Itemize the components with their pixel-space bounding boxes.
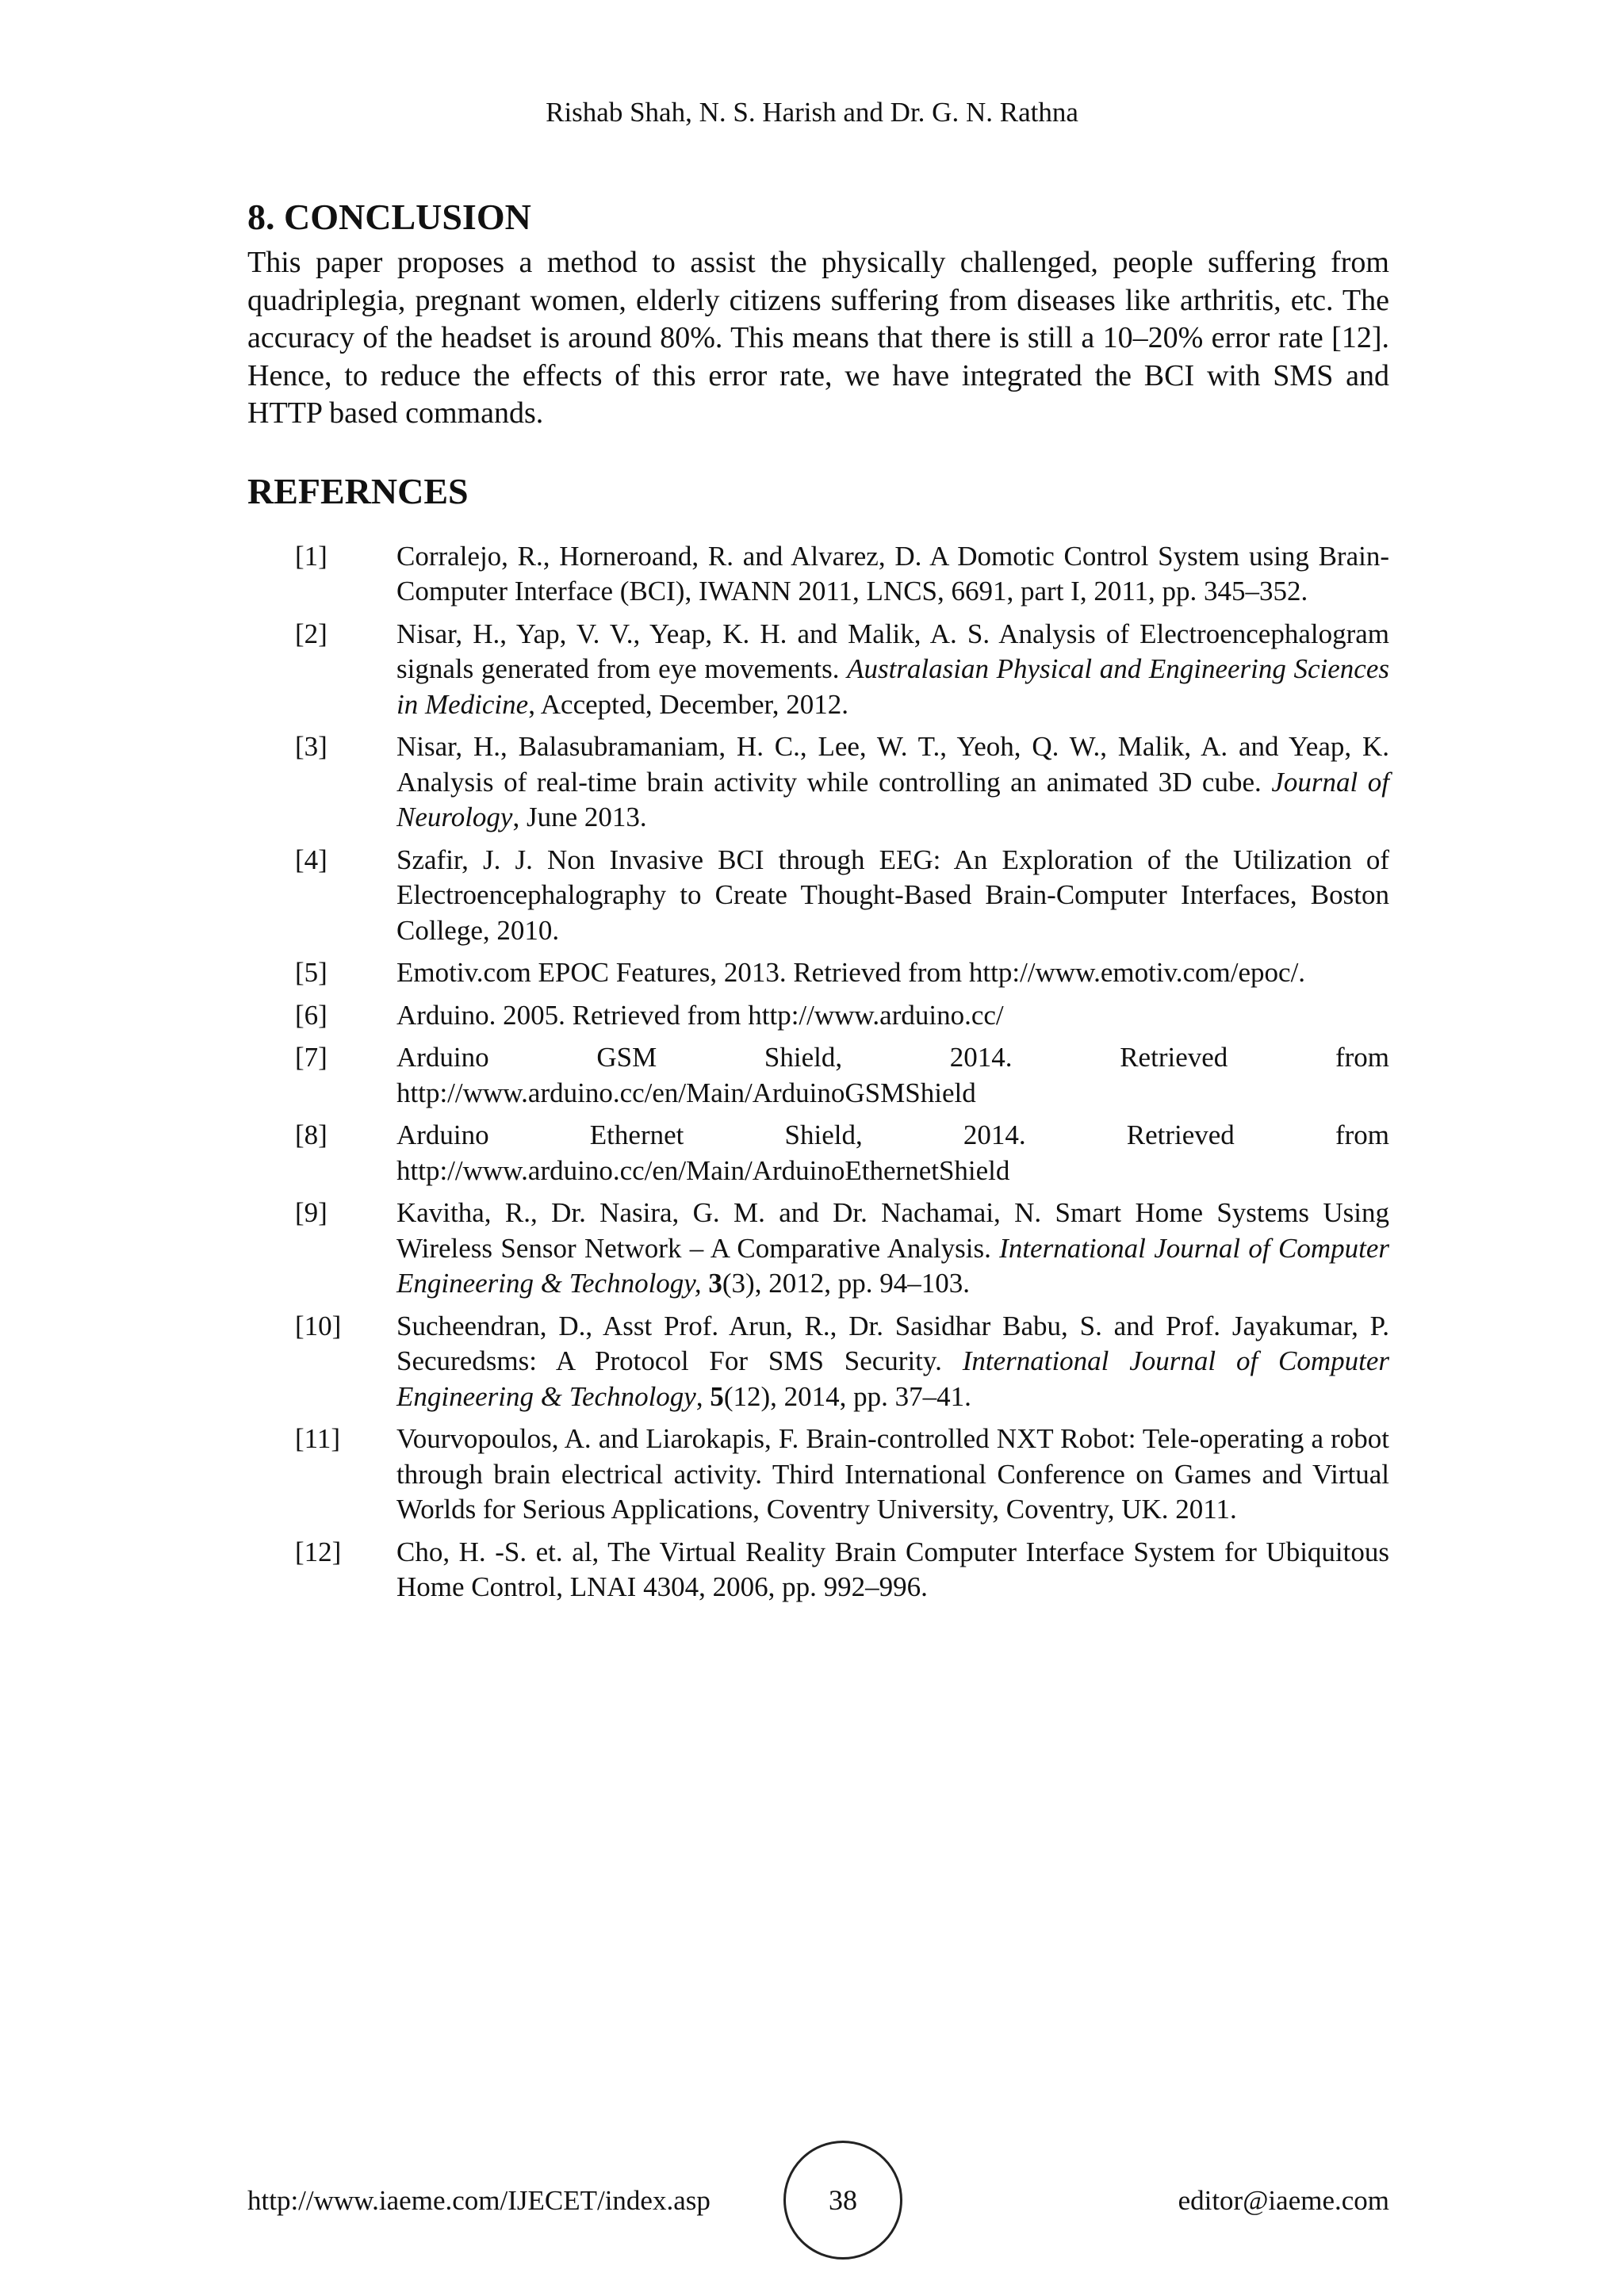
reference-text-segment: Arduino Ethernet Shield, 2014. Retrieved from http://www.arduino.cc/en/Main/ArduinoEthernetShield bbox=[396, 1119, 1389, 1186]
reference-number: [9] bbox=[295, 1197, 327, 1228]
reference-text bbox=[396, 998, 1389, 1034]
page-footer bbox=[247, 2141, 1389, 2267]
reference-number: [6] bbox=[295, 999, 327, 1031]
reference-text bbox=[396, 1535, 1389, 1605]
footer-email: editor@iaeme.com bbox=[1178, 2185, 1389, 2216]
main-content bbox=[247, 195, 1389, 1613]
reference-text bbox=[396, 1422, 1389, 1528]
reference-item bbox=[247, 1040, 1389, 1111]
reference-item bbox=[247, 998, 1389, 1034]
reference-text-segment: Nisar, H., Balasubramaniam, H. C., Lee, W. T., Yeoh, Q. W., Malik, A. and Yeap, K. Analysis of real-time brain activity while controlling an animated 3D cube. bbox=[396, 731, 1389, 798]
reference-item bbox=[247, 1118, 1389, 1188]
reference-text-segment: , June 2013. bbox=[512, 802, 647, 832]
reference-text-segment: Corralejo, R., Horneroand, R. and Alvarez, D. A Domotic Control System using Brain-Computer Interface (BCI), IWANN 2011, LNCS, 6691, part I, 2011, pp. 345–352. bbox=[396, 540, 1389, 607]
reference-text-segment: Emotiv.com EPOC Features, 2013. Retrieved from http://www.emotiv.com/epoc/. bbox=[396, 957, 1306, 988]
footer-url: http://www.iaeme.com/IJECET/index.asp bbox=[247, 2185, 710, 2216]
reference-text bbox=[396, 1118, 1389, 1188]
running-head-authors: Rishab Shah, N. S. Harish and Dr. G. N. Rathna bbox=[546, 97, 1078, 128]
reference-number: [3] bbox=[295, 731, 327, 762]
reference-text-segment: Vourvopoulos, A. and Liarokapis, F. Brain-controlled NXT Robot: Tele-operating a robot through brain electrical activity. Third International Conference on Games and Virtual Worlds for Serious Applications, Coventry University, Coventry, UK. 2011. bbox=[396, 1423, 1389, 1525]
reference-item bbox=[247, 1196, 1389, 1302]
reference-text-segment: Arduino GSM Shield, 2014. Retrieved from http://www.arduino.cc/en/Main/ArduinoGSMShield bbox=[396, 1042, 1389, 1108]
reference-text bbox=[396, 1040, 1389, 1111]
reference-text-segment: , bbox=[695, 1380, 710, 1412]
reference-volume: 3 bbox=[708, 1268, 722, 1299]
reference-number: [4] bbox=[295, 844, 327, 875]
reference-journal-title: International Journal of Computer Engineering & Technology, bbox=[396, 1232, 1389, 1299]
reference-number: [10] bbox=[295, 1310, 342, 1341]
reference-list bbox=[247, 539, 1389, 1605]
reference-text bbox=[396, 1196, 1389, 1302]
reference-text-segment: Kavitha, R., Dr. Nasira, G. M. and Dr. Nachamai, N. Smart Home Systems Using Wireless Sensor Network – A Comparative Analysis. bbox=[396, 1197, 1389, 1264]
reference-text-segment: Sucheendran, D., Asst Prof. Arun, R., Dr. Sasidhar Babu, S. and Prof. Jayakumar, P. Securedsms: A Protocol For SMS Security. bbox=[396, 1310, 1389, 1376]
reference-item bbox=[247, 955, 1389, 991]
reference-text-segment: , Accepted, December, 2012. bbox=[528, 688, 849, 720]
reference-volume: 5 bbox=[710, 1380, 724, 1412]
reference-text-segment: Cho, H. -S. et. al, The Virtual Reality Brain Computer Interface System for Ubiquitous Home Control, LNAI 4304, 2006, pp. 992–996. bbox=[396, 1536, 1389, 1602]
reference-text bbox=[396, 1309, 1389, 1415]
reference-item bbox=[247, 539, 1389, 610]
reference-number: [12] bbox=[295, 1536, 342, 1567]
reference-journal-title: Journal of Neurology bbox=[396, 766, 1389, 832]
reference-item bbox=[247, 1422, 1389, 1528]
reference-item bbox=[247, 843, 1389, 949]
conclusion-heading: 8. CONCLUSION bbox=[247, 197, 531, 237]
reference-journal-title: Australasian Physical and Engineering Sciences in Medicine bbox=[396, 653, 1389, 720]
reference-item bbox=[247, 729, 1389, 836]
references-heading: REFERNCES bbox=[247, 470, 469, 511]
reference-item bbox=[247, 1309, 1389, 1415]
reference-text-segment: (3), 2012, pp. 94–103. bbox=[722, 1268, 970, 1299]
reference-text-segment: Arduino. 2005. Retrieved from http://www.arduino.cc/ bbox=[396, 999, 1004, 1031]
reference-text bbox=[396, 539, 1389, 610]
reference-number: [7] bbox=[295, 1042, 327, 1073]
reference-number: [5] bbox=[295, 957, 327, 988]
reference-item bbox=[247, 617, 1389, 723]
reference-text-segment: Szafir, J. J. Non Invasive BCI through EEG: An Exploration of the Utilization of Electroencephalography to Create Thought-Based Brain-Computer Interfaces, Boston College, 2010. bbox=[396, 844, 1389, 946]
reference-number: [11] bbox=[295, 1423, 341, 1454]
reference-item bbox=[247, 1535, 1389, 1605]
reference-number: [2] bbox=[295, 618, 327, 649]
page-number: 38 bbox=[783, 2141, 902, 2260]
reference-text-segment: Nisar, H., Yap, V. V., Yeap, K. H. and Malik, A. S. Analysis of Electroencephalogram signals generated from eye movements. bbox=[396, 618, 1389, 684]
reference-text bbox=[396, 955, 1389, 991]
reference-number: [1] bbox=[295, 540, 327, 572]
reference-text bbox=[396, 843, 1389, 949]
reference-journal-title: International Journal of Computer Engineering & Technology bbox=[396, 1345, 1390, 1412]
conclusion-paragraph: This paper proposes a method to assist the physically challenged, people suffering from quadriplegia, pregnant women, elderly citizens suffering from diseases like arthritis, etc. The accuracy of the headset is around 80%. This means that there is still a 10–20% error rate [12]. Hence, to reduce the effects of this error rate, we have integrated the BCI with SMS and HTTP based commands. bbox=[247, 246, 1389, 430]
reference-number: [8] bbox=[295, 1119, 327, 1150]
reference-text bbox=[396, 617, 1389, 723]
reference-text-segment: (12), 2014, pp. 37–41. bbox=[723, 1380, 971, 1412]
reference-text bbox=[396, 729, 1389, 836]
